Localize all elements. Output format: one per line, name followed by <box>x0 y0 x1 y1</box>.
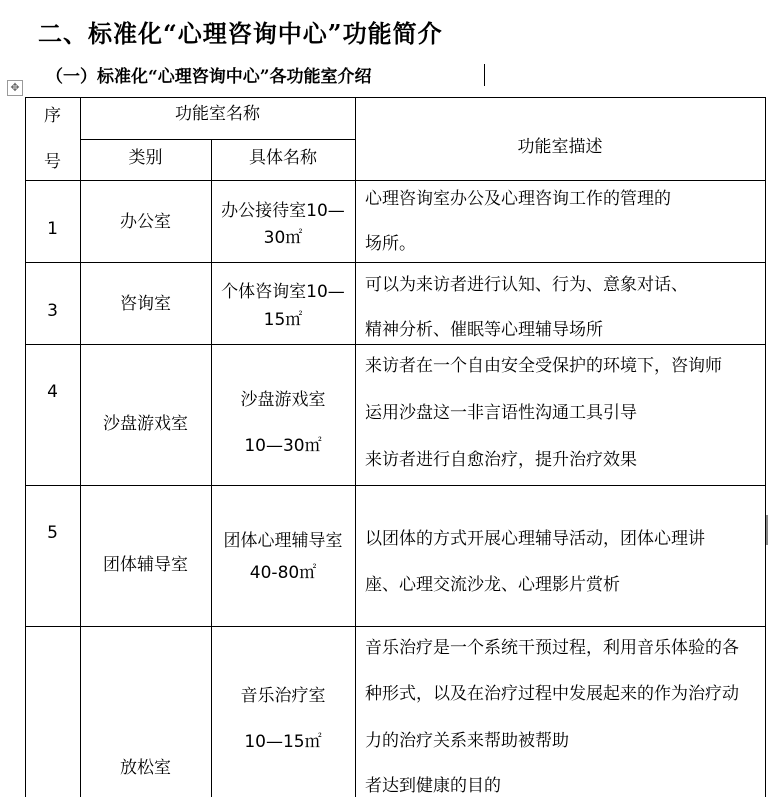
row-description-line: 心理咨询室办公及心理咨询工作的管理的 <box>365 189 671 209</box>
header-bottom-line <box>25 180 765 181</box>
table-border-right <box>765 97 766 797</box>
table-move-handle-icon[interactable]: ✥ <box>7 80 23 96</box>
header-specific-name: 具体名称 <box>249 148 317 168</box>
row-divider <box>25 262 765 263</box>
subsection-heading: （一）标准化“心理咨询中心”各功能室介绍 <box>46 67 372 87</box>
row-description-line: 运用沙盘这一非言语性沟通工具引导 <box>365 403 637 423</box>
resize-marker <box>766 515 768 545</box>
header-category: 类别 <box>128 148 163 168</box>
row-name-line: 30㎡ <box>263 228 303 248</box>
row-category: 沙盘游戏室 <box>103 414 188 434</box>
row-description-line: 者达到健康的目的 <box>365 776 501 796</box>
row-description-line: 精神分析、催眠等心理辅导场所 <box>365 320 603 340</box>
row-name-line: 音乐治疗室 <box>240 686 326 706</box>
table-border-top <box>25 97 765 98</box>
column-divider <box>355 97 356 797</box>
row-seq: 3 <box>47 301 58 321</box>
row-divider <box>25 626 765 627</box>
row-name-line: 15㎡ <box>263 310 303 330</box>
header-seq-top: 序 <box>44 106 61 126</box>
column-divider <box>80 97 81 797</box>
table-border-left <box>25 97 26 797</box>
row-seq: 1 <box>47 219 58 239</box>
row-seq: 5 <box>47 523 58 543</box>
row-category: 放松室 <box>120 758 171 778</box>
row-name-line: 10—30㎡ <box>244 436 322 456</box>
row-name-line: 团体心理辅导室 <box>223 531 343 551</box>
row-divider <box>25 485 765 486</box>
header-description: 功能室描述 <box>517 137 603 157</box>
row-name-line: 沙盘游戏室 <box>240 390 326 410</box>
row-description-line: 种形式，以及在治疗过程中发展起来的作为治疗动 <box>365 684 739 704</box>
row-category: 办公室 <box>120 212 171 232</box>
header-seq-bottom: 号 <box>44 152 61 172</box>
row-category: 咨询室 <box>120 294 171 314</box>
row-description-line: 来访者在一个自由安全受保护的环境下，咨询师 <box>365 356 722 376</box>
row-description-line: 场所。 <box>365 234 416 254</box>
row-seq: 4 <box>47 382 58 402</box>
section-heading: 二、标准化“心理咨询中心”功能简介 <box>38 19 443 48</box>
row-name-line: 个体咨询室10— <box>221 282 345 302</box>
row-category: 团体辅导室 <box>103 555 188 575</box>
row-description-line: 力的治疗关系来帮助被帮助 <box>365 731 569 751</box>
row-description-line: 音乐治疗是一个系统干预过程，利用音乐体验的各 <box>365 638 739 658</box>
row-description-line: 以团体的方式开展心理辅导活动，团体心理讲 <box>365 529 705 549</box>
row-description-line: 来访者进行自愈治疗，提升治疗效果 <box>365 450 637 470</box>
header-split-line <box>80 139 355 140</box>
row-name-line: 40-80㎡ <box>249 563 317 583</box>
row-divider <box>25 344 765 345</box>
row-description-line: 可以为来访者进行认知、行为、意象对话、 <box>365 275 688 295</box>
row-description-line: 座、心理交流沙龙、心理影片赏析 <box>365 575 620 595</box>
row-name-line: 办公接待室10— <box>221 201 345 221</box>
row-name-line: 10—15㎡ <box>244 732 322 752</box>
header-room-name: 功能室名称 <box>175 104 260 124</box>
